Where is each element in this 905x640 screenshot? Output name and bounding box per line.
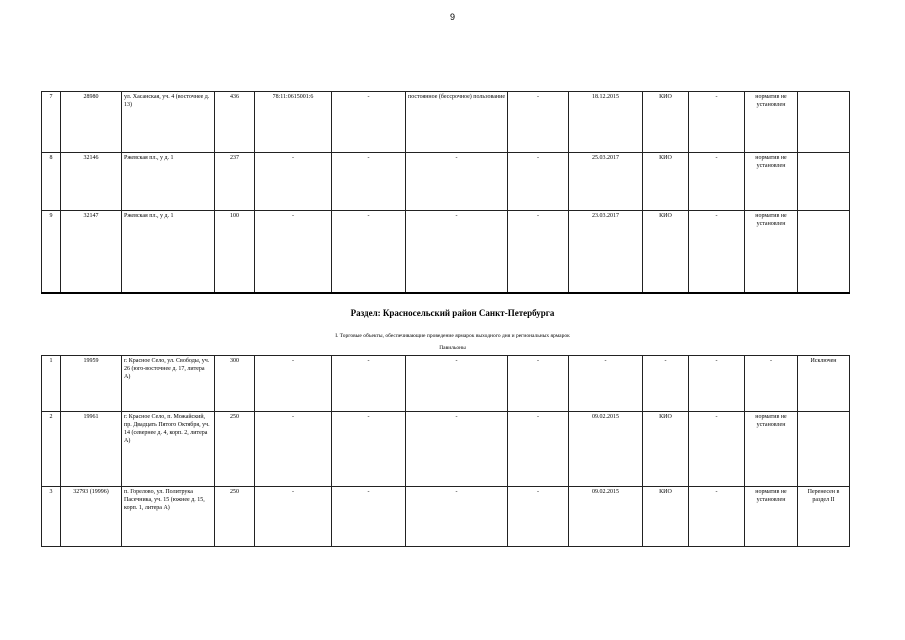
cell-organization: КИО: [643, 92, 689, 153]
cell-col6: -: [332, 412, 406, 487]
cell-col8: -: [508, 211, 569, 293]
cell-area: 100: [215, 211, 255, 293]
cell-organization: КИО: [643, 412, 689, 487]
cell-date: -: [569, 356, 643, 412]
cell-col8: -: [508, 153, 569, 211]
cell-col11: -: [689, 487, 745, 547]
cell-note: [798, 92, 850, 153]
cell-col7: -: [406, 211, 508, 293]
cell-address: г. Красное Село, п. Можайский, пр. Двадцать Пятого Октября, уч. 14 (севернее д. 4, корп. 2, литера А): [122, 412, 215, 487]
subsection-heading: I. Торговые объекты, обеспечивающие проведение ярмарок выходного дня и региональных ярмарок: [335, 333, 570, 339]
cell-cadastral-number: -: [255, 487, 332, 547]
cell-col11: -: [689, 92, 745, 153]
register-table-lower: [41, 355, 850, 547]
cell-number: 2: [42, 412, 61, 487]
cell-organization: КИО: [643, 153, 689, 211]
table-row: [42, 487, 850, 547]
cell-date: 18.12.2015: [569, 92, 643, 153]
cell-col12: норматив не установлен: [745, 412, 798, 487]
cell-cadastral-number: 78:11:0615001:6: [255, 92, 332, 153]
table-row: [42, 356, 850, 412]
cell-object-id: 32146: [61, 153, 122, 211]
cell-number: 9: [42, 211, 61, 293]
cell-col12: -: [745, 356, 798, 412]
cell-address: Ржевская пл., у д. 1: [122, 211, 215, 293]
table-row: [42, 153, 850, 211]
cell-organization: КИО: [643, 211, 689, 293]
cell-col11: -: [689, 153, 745, 211]
cell-col7: -: [406, 356, 508, 412]
cell-address: п. Горелово, ул. Политрука Пасечника, уч. 15 (южнее д. 15, корп. 1, литера А): [122, 487, 215, 547]
cell-col7: -: [406, 487, 508, 547]
cell-address: г. Красное Село, ул. Свободы, уч. 26 (юго-восточнее д. 17, литера А): [122, 356, 215, 412]
cell-col8: -: [508, 412, 569, 487]
cell-col11: -: [689, 356, 745, 412]
cell-area: 237: [215, 153, 255, 211]
cell-col12: норматив не установлен: [745, 487, 798, 547]
cell-col12: норматив не установлен: [745, 153, 798, 211]
section-heading: Раздел: Красносельский район Санкт-Петербурга: [350, 308, 555, 318]
cell-col11: -: [689, 211, 745, 293]
cell-cadastral-number: -: [255, 211, 332, 293]
cell-area: 250: [215, 412, 255, 487]
cell-col7: -: [406, 412, 508, 487]
cell-note: [798, 211, 850, 293]
cell-note: [798, 153, 850, 211]
cell-date: 25.03.2017: [569, 153, 643, 211]
cell-number: 1: [42, 356, 61, 412]
cell-col6: -: [332, 356, 406, 412]
cell-col8: -: [508, 92, 569, 153]
cell-col6: -: [332, 487, 406, 547]
cell-address: ул. Хасанская, уч. 4 (восточнее д. 13): [122, 92, 215, 153]
cell-date: 23.03.2017: [569, 211, 643, 293]
cell-number: 7: [42, 92, 61, 153]
cell-note: [798, 412, 850, 487]
cell-address: Ржевская пл., у д. 1: [122, 153, 215, 211]
table-row: [42, 92, 850, 153]
cell-col6: -: [332, 211, 406, 293]
cell-col6: -: [332, 153, 406, 211]
cell-object-id: 19961: [61, 412, 122, 487]
cell-date: 09.02.2015: [569, 412, 643, 487]
cell-date: 09.02.2015: [569, 487, 643, 547]
cell-area: 250: [215, 487, 255, 547]
cell-cadastral-number: -: [255, 153, 332, 211]
page-number: 9: [449, 12, 455, 22]
cell-col6: -: [332, 92, 406, 153]
cell-col8: -: [508, 487, 569, 547]
subsection-subheading: Павильоны: [439, 345, 466, 351]
cell-object-id: 32147: [61, 211, 122, 293]
cell-area: 300: [215, 356, 255, 412]
cell-number: 3: [42, 487, 61, 547]
cell-col7: -: [406, 153, 508, 211]
cell-organization: -: [643, 356, 689, 412]
cell-object-id: 28980: [61, 92, 122, 153]
cell-note: Перенесен в раздел II: [798, 487, 850, 547]
register-table-upper: [41, 91, 850, 294]
cell-object-id: 19959: [61, 356, 122, 412]
cell-col12: норматив не установлен: [745, 211, 798, 293]
cell-area: 436: [215, 92, 255, 153]
cell-cadastral-number: -: [255, 412, 332, 487]
cell-object-id: 32793 (19996): [61, 487, 122, 547]
cell-col12: норматив не установлен: [745, 92, 798, 153]
cell-col7: постоянное (бессрочное) пользование: [406, 92, 508, 153]
cell-number: 8: [42, 153, 61, 211]
cell-col8: -: [508, 356, 569, 412]
table-row: [42, 211, 850, 293]
cell-organization: КИО: [643, 487, 689, 547]
cell-note: Исключен: [798, 356, 850, 412]
cell-cadastral-number: -: [255, 356, 332, 412]
cell-col11: -: [689, 412, 745, 487]
table-row: [42, 412, 850, 487]
